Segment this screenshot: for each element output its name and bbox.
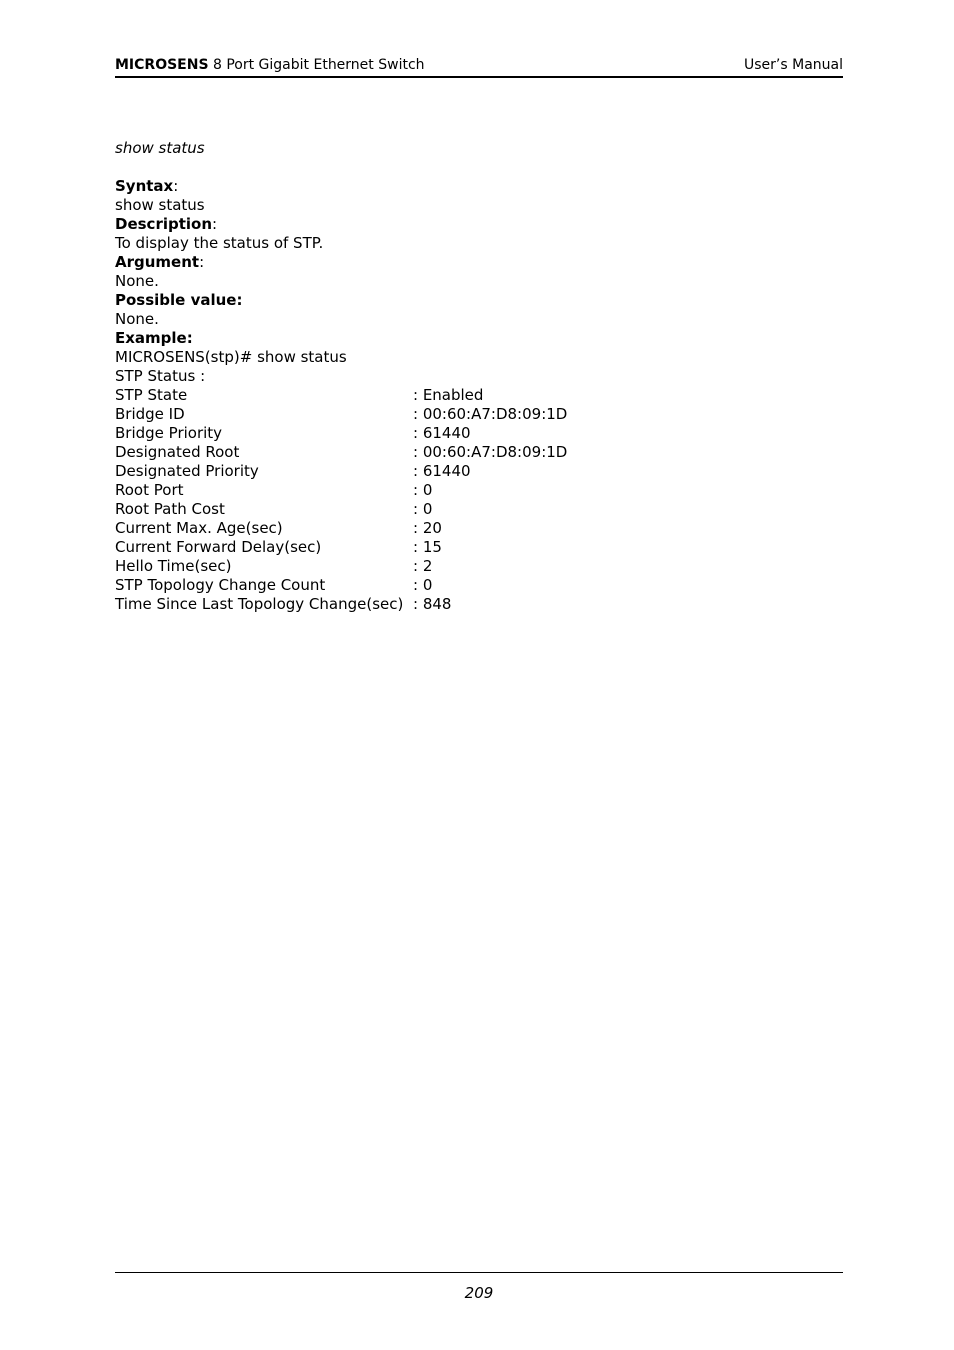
status-row xyxy=(115,576,843,595)
status-key: Current Forward Delay(sec) xyxy=(115,538,322,556)
status-key: STP State xyxy=(115,386,188,404)
status-row xyxy=(115,386,843,405)
status-key: Designated Priority xyxy=(115,462,259,480)
status-key: Bridge ID xyxy=(115,405,185,423)
status-row xyxy=(115,424,843,443)
status-row xyxy=(115,595,843,614)
status-value: : 61440 xyxy=(413,424,471,442)
possible-value-heading: Possible value: xyxy=(115,291,243,309)
status-row xyxy=(115,500,843,519)
command-section xyxy=(115,139,843,614)
page-header xyxy=(115,57,843,78)
status-header: STP Status : xyxy=(115,367,206,385)
status-value: : 0 xyxy=(413,481,433,499)
argument-text: None. xyxy=(115,272,159,290)
syntax-text: show status xyxy=(115,196,205,214)
status-key: STP Topology Change Count xyxy=(115,576,326,594)
status-value: : 00:60:A7:D8:09:1D xyxy=(413,443,568,461)
footer-divider xyxy=(115,1272,843,1273)
manual-label: User’s Manual xyxy=(744,57,843,73)
status-table xyxy=(115,386,843,614)
status-row xyxy=(115,481,843,500)
status-value: : Enabled xyxy=(413,386,484,404)
status-value: : 848 xyxy=(413,595,452,613)
possible-value-text: None. xyxy=(115,310,159,328)
description-text: To display the status of STP. xyxy=(115,234,324,252)
example-command: MICROSENS(stp)# show status xyxy=(115,348,347,366)
status-value: : 2 xyxy=(413,557,433,575)
status-key: Root Path Cost xyxy=(115,500,225,518)
syntax-heading: Syntax: xyxy=(115,177,179,195)
status-row xyxy=(115,405,843,424)
status-key: Bridge Priority xyxy=(115,424,223,442)
status-value: : 0 xyxy=(413,500,433,518)
status-value: : 61440 xyxy=(413,462,471,480)
status-key: Root Port xyxy=(115,481,184,499)
status-row xyxy=(115,519,843,538)
status-value: : 15 xyxy=(413,538,442,556)
page-number: 209 xyxy=(464,1284,494,1302)
example-heading: Example: xyxy=(115,329,193,347)
status-key: Current Max. Age(sec) xyxy=(115,519,283,537)
status-row xyxy=(115,538,843,557)
status-key: Designated Root xyxy=(115,443,240,461)
status-key: Hello Time(sec) xyxy=(115,557,232,575)
argument-heading: Argument: xyxy=(115,253,205,271)
status-row xyxy=(115,462,843,481)
description-heading: Description: xyxy=(115,215,218,233)
status-row xyxy=(115,557,843,576)
status-row xyxy=(115,443,843,462)
brand-name: MICROSENS xyxy=(115,57,209,73)
command-title: show status xyxy=(115,139,205,157)
product-name: 8 Port Gigabit Ethernet Switch xyxy=(208,57,425,73)
status-value: : 00:60:A7:D8:09:1D xyxy=(413,405,568,423)
status-value: : 20 xyxy=(413,519,442,537)
status-key: Time Since Last Topology Change(sec) xyxy=(115,595,404,613)
header-title xyxy=(115,57,425,73)
status-value: : 0 xyxy=(413,576,433,594)
